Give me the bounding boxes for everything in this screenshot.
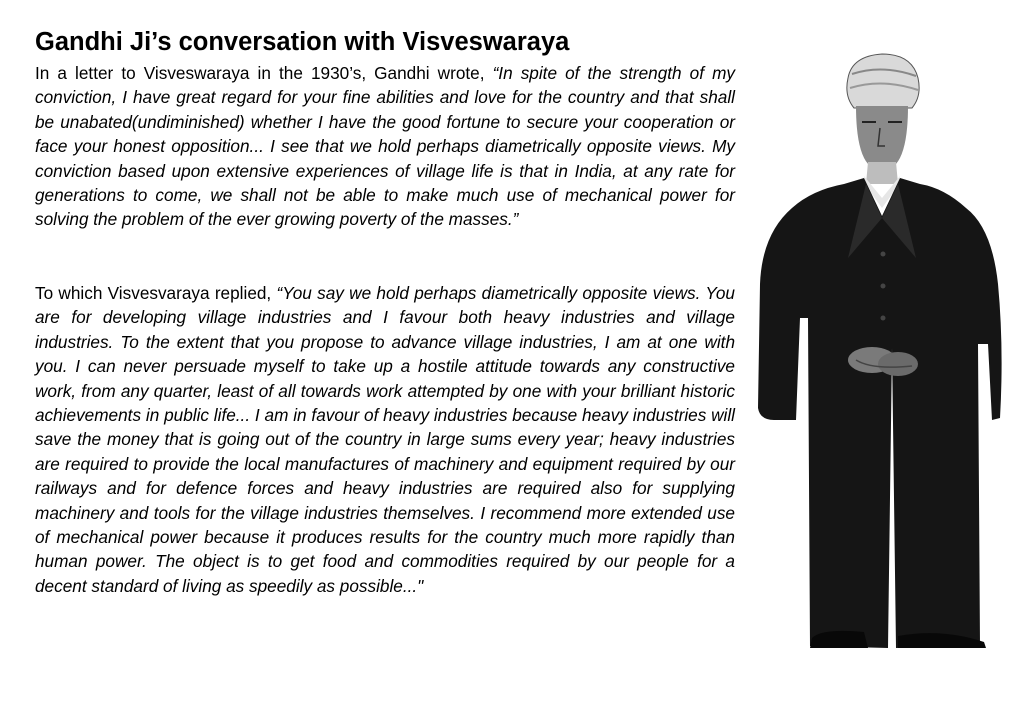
gandhi-letter-paragraph: [35, 61, 735, 232]
visvesvaraya-reply-intro: To which Visvesvaraya replied,: [35, 283, 272, 303]
visvesvaraya-reply-quote: “You say we hold perhaps diametrically opposite views. You are for developing village industries and I favour both heavy industries and village industries. To the extent that you propose to advance village industries, I am at one with you. I can never persuade myself to take up a hostile attitude towards any constructive work, from any quarter, least of all towards work attempted by one with your brilliant historic achievements in public life... I am in favour of heavy industries because heavy industries will save the money that is going out of the country in large sums every year; heavy industries are required to provide the local manufactures of machinery and equipment required by our railways and for defence forces and heavy industries are required also for supplying machinery and tools for the village industries themselves. I recommend more extended use of mechanical power because it produces results for the country much more rapidly than human power. The object is to get food and commodities required by our people for a decent standard of living as speedily as possible...": [35, 283, 735, 596]
page-title: Gandhi Ji’s conversation with Visveswaraya: [35, 28, 570, 56]
visvesvaraya-portrait: [752, 48, 1004, 648]
gandhi-letter-quote: “In spite of the strength of my conviction, I have great regard for your fine abilities and love for the country and that shall be unabated(undiminished) whether I have the good fortune to secure your cooperation or face your honest opposition... I see that we hold perhaps diametrically opposite views. My conviction based upon extensive experiences of village life is that in India, at any rate for generations to come, we shall not be able to make much use of mechanical power for solving the problem of the ever growing poverty of the masses.”: [35, 63, 735, 230]
gandhi-letter-intro: In a letter to Visveswaraya in the 1930’s, Gandhi wrote,: [35, 63, 485, 83]
visvesvaraya-reply-paragraph: [35, 281, 735, 598]
